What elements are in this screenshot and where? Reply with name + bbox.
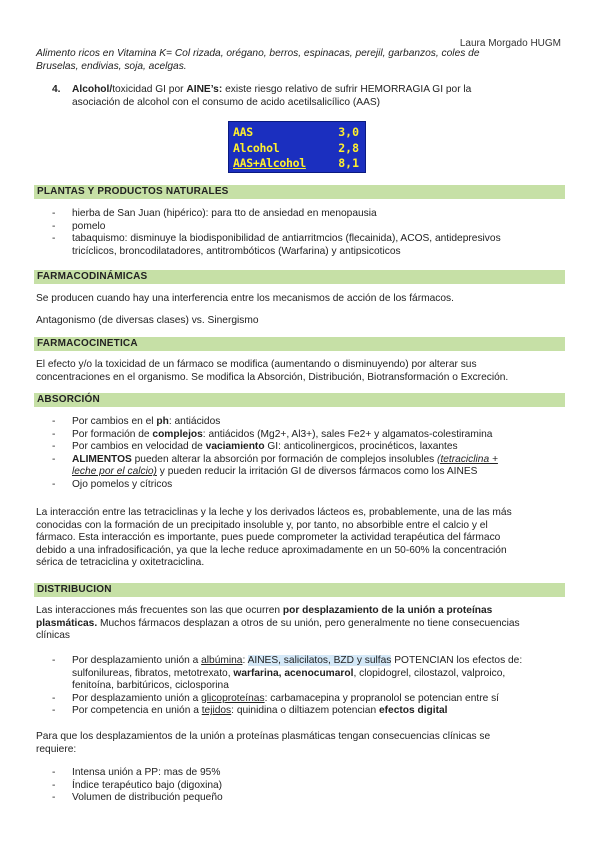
aas-risk-table bbox=[228, 121, 366, 173]
aas-row: AAS 3,0 bbox=[233, 125, 359, 139]
requisitos-list bbox=[36, 767, 566, 805]
section-heading-plantas: PLANTAS Y PRODUCTOS NATURALES bbox=[34, 185, 565, 199]
intro-line: Bruselas, endivias, soja, acelgas. bbox=[36, 60, 187, 72]
farmacocinetica-text: El efecto y/o la toxicidad de un fármaco se modifica (aumentando o disminuyendo) por alterar sus concentraciones en el organismo. Se modifica la Absorción, Distribución, Biotransformación o Excreción. bbox=[36, 359, 509, 383]
requisitos-paragraph: Para que los desplazamientos de la unión a proteínas plasmáticas tengan consecuencias clínicas se requiere: bbox=[36, 731, 491, 755]
list-item: - Por desplazamiento unión a albúmina: AINES, salicilatos, BZD y sulfas POTENCIAN los efectos de: sulfonilureas, fibratos, metotrexato, warfarina, acenocumarol, clopidogrel, cilostazol, valproico, fenitoína, barbitúricos, ciclosporina bbox=[36, 655, 566, 693]
list-item: - Intensa unión a PP: mas de 95% bbox=[36, 767, 566, 780]
list-item: - tabaquismo: disminuye la biodisponibilidad de antiarritmcios (flecainida), ACOS, antidepresivos tricíclicos, broncodilatadores, antitrombóticos (Warfarina) y antipsicoticos bbox=[36, 233, 566, 258]
list-item: - Por cambios en velocidad de vaciamiento GI: anticolinergicos, procinéticos, laxantes bbox=[36, 441, 566, 454]
list-item: - Ojo pomelos y cítricos bbox=[36, 479, 566, 492]
section-heading-farmacocinetica: FARMACOCINETICA bbox=[34, 337, 565, 351]
section-heading-absorcion: ABSORCIÓN bbox=[34, 393, 565, 407]
farmacodinamicas-text: Antagonismo (de diversas clases) vs. Sinergismo bbox=[36, 315, 259, 326]
aas-row: AAS+Alcohol 8,1 bbox=[233, 156, 359, 170]
list-item: - Índice terapéutico bajo (digoxina) bbox=[36, 780, 566, 793]
distribucion-paragraph: Las interacciones más frecuentes son las que ocurren por desplazamiento de la unión a proteínas plasmáticas. Muchos fármacos desplazan a otros de su unión, pero generalmente no tiene consecuencias clínicas bbox=[36, 605, 520, 642]
tetraciclina-paragraph: La interacción entre las tetraciclinas y la leche y los derivados lácteos es, probablemente, una de las más conocidas con la formación de un precipitado insoluble y, por tanto, no absorbible entre el calcio y el fármaco. Esta interacción es importante, pues puede comprometer la actividad terapéutica del fármaco debido a una infradosificación, ya que la leche reduce aproximadamente en un 50-60% la concentración sérica de tetraciclina y oxitetraciclina. bbox=[36, 507, 512, 569]
list-item: - Volumen de distribución pequeño bbox=[36, 792, 566, 805]
distribucion-list bbox=[36, 655, 566, 718]
intro-line: Alimento ricos en Vitamina K= Col rizada, orégano, berros, espinacas, perejil, garbanzos, coles de bbox=[36, 48, 480, 59]
aas-row: Alcohol 2,8 bbox=[233, 140, 359, 155]
list-item: - Por formación de complejos: antiácidos (Mg2+, Al3+), sales Fe2+ y algamatos-colestiramina bbox=[36, 429, 566, 442]
item-number: 4. bbox=[52, 84, 61, 95]
list-item: - hierba de San Juan (hipérico): para tto de ansiedad en menopausia bbox=[36, 208, 566, 221]
farmacodinamicas-text: Se producen cuando hay una interferencia entre los mecanismos de acción de los fármacos. bbox=[36, 293, 454, 304]
list-item: - Por cambios en el ph: antiácidos bbox=[36, 416, 566, 429]
list-item: - pomelo bbox=[36, 221, 566, 234]
section-heading-farmacodinamicas: FARMACODINÁMICAS bbox=[34, 270, 565, 284]
list-item: - Por desplazamiento unión a glicoproteínas: carbamacepina y propranolol se potencian entre sí bbox=[36, 693, 566, 706]
plantas-list bbox=[36, 208, 566, 258]
vitamin-k-foods-note bbox=[36, 48, 566, 73]
list-item: - Por competencia en unión a tejidos: quinidina o diltiazem potencian efectos digital bbox=[36, 705, 566, 718]
section-heading-distribucion: DISTRIBUCION bbox=[34, 583, 565, 597]
list-item: - ALIMENTOS pueden alterar la absorción por formación de complejos insolubles (tetraciclina + leche por el calcio) y pueden reducir la irritación GI de diversos fármacos como los AINES bbox=[36, 454, 566, 479]
alcohol-aines-item: 4. Alcohol/toxicidad GI por AINE’s: existe riesgo relativo de sufrir HEMORRAGIA GI por la asociación de alcohol con el consumo de acido acetilsalicílico (AAS) bbox=[52, 84, 472, 108]
author-header: Laura Morgado HUGM bbox=[459, 38, 561, 49]
absorcion-list bbox=[36, 416, 566, 492]
